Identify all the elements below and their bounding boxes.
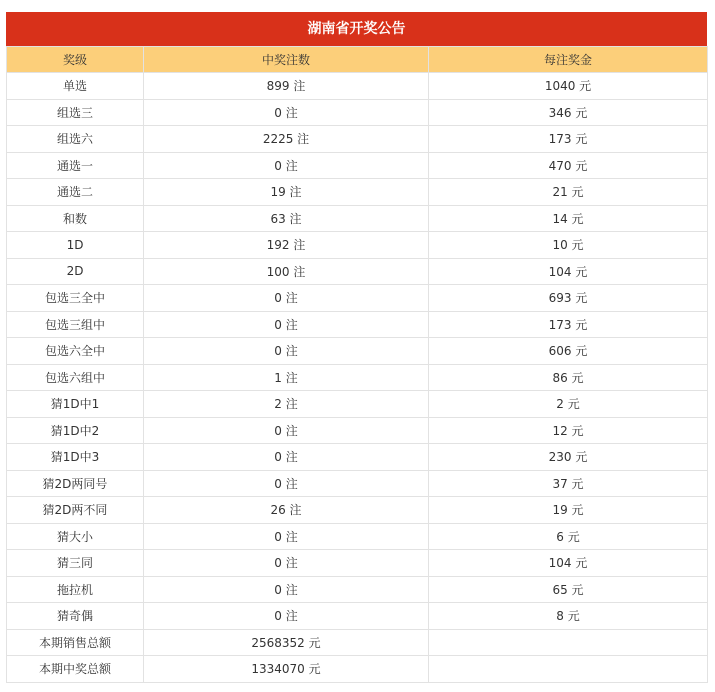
table-row — [7, 99, 708, 126]
level-cell: 猜2D两同号 — [7, 470, 144, 497]
count-cell: 19 注 — [144, 179, 429, 206]
table-row — [7, 152, 708, 179]
level-cell: 包选六组中 — [7, 364, 144, 391]
prize-cell: 470 元 — [429, 152, 708, 179]
prize-cell: 2 元 — [429, 391, 708, 418]
total-label: 本期销售总额 — [7, 629, 144, 656]
level-cell: 包选三全中 — [7, 285, 144, 312]
total-value: 1334070 元 — [144, 656, 429, 683]
prize-table — [6, 46, 708, 683]
prize-cell: 606 元 — [429, 338, 708, 365]
prize-cell: 10 元 — [429, 232, 708, 259]
level-cell: 猜奇偶 — [7, 603, 144, 630]
count-cell: 0 注 — [144, 311, 429, 338]
table-row — [7, 576, 708, 603]
table-row — [7, 497, 708, 524]
count-cell: 0 注 — [144, 152, 429, 179]
count-cell: 2225 注 — [144, 126, 429, 153]
level-cell: 通选二 — [7, 179, 144, 206]
level-cell: 包选三组中 — [7, 311, 144, 338]
level-cell: 猜2D两不同 — [7, 497, 144, 524]
table-row — [7, 391, 708, 418]
level-cell: 猜大小 — [7, 523, 144, 550]
count-cell: 2 注 — [144, 391, 429, 418]
level-cell: 组选六 — [7, 126, 144, 153]
table-row — [7, 550, 708, 577]
lottery-announcement — [6, 12, 707, 683]
table-row — [7, 364, 708, 391]
level-cell: 单选 — [7, 73, 144, 100]
table-row — [7, 417, 708, 444]
table-header-row — [7, 47, 708, 73]
prize-cell: 86 元 — [429, 364, 708, 391]
header-prize: 每注奖金 — [429, 47, 708, 73]
level-cell: 2D — [7, 258, 144, 285]
table-row — [7, 285, 708, 312]
total-row — [7, 656, 708, 683]
level-cell: 和数 — [7, 205, 144, 232]
empty-cell — [429, 629, 708, 656]
table-row — [7, 126, 708, 153]
count-cell: 0 注 — [144, 417, 429, 444]
prize-cell: 8 元 — [429, 603, 708, 630]
table-row — [7, 205, 708, 232]
table-row — [7, 258, 708, 285]
prize-cell: 173 元 — [429, 311, 708, 338]
count-cell: 0 注 — [144, 523, 429, 550]
table-row — [7, 179, 708, 206]
level-cell: 猜1D中3 — [7, 444, 144, 471]
prize-cell: 230 元 — [429, 444, 708, 471]
level-cell: 猜三同 — [7, 550, 144, 577]
prize-cell: 173 元 — [429, 126, 708, 153]
count-cell: 0 注 — [144, 603, 429, 630]
prize-cell: 21 元 — [429, 179, 708, 206]
level-cell: 包选六全中 — [7, 338, 144, 365]
prize-cell: 6 元 — [429, 523, 708, 550]
count-cell: 0 注 — [144, 444, 429, 471]
prize-cell: 1040 元 — [429, 73, 708, 100]
prize-cell: 12 元 — [429, 417, 708, 444]
count-cell: 899 注 — [144, 73, 429, 100]
prize-cell: 19 元 — [429, 497, 708, 524]
count-cell: 0 注 — [144, 338, 429, 365]
prize-cell: 346 元 — [429, 99, 708, 126]
table-row — [7, 232, 708, 259]
count-cell: 0 注 — [144, 550, 429, 577]
table-row — [7, 311, 708, 338]
empty-cell — [429, 656, 708, 683]
count-cell: 192 注 — [144, 232, 429, 259]
level-cell: 1D — [7, 232, 144, 259]
prize-cell: 104 元 — [429, 550, 708, 577]
prize-cell: 693 元 — [429, 285, 708, 312]
level-cell: 组选三 — [7, 99, 144, 126]
header-level: 奖级 — [7, 47, 144, 73]
level-cell: 猜1D中2 — [7, 417, 144, 444]
total-value: 2568352 元 — [144, 629, 429, 656]
count-cell: 1 注 — [144, 364, 429, 391]
header-count: 中奖注数 — [144, 47, 429, 73]
count-cell: 0 注 — [144, 576, 429, 603]
total-label: 本期中奖总额 — [7, 656, 144, 683]
page-title: 湖南省开奖公告 — [6, 12, 707, 46]
level-cell: 拖拉机 — [7, 576, 144, 603]
table-body — [7, 73, 708, 683]
count-cell: 0 注 — [144, 99, 429, 126]
table-row — [7, 73, 708, 100]
prize-cell: 104 元 — [429, 258, 708, 285]
prize-cell: 65 元 — [429, 576, 708, 603]
level-cell: 猜1D中1 — [7, 391, 144, 418]
level-cell: 通选一 — [7, 152, 144, 179]
table-row — [7, 603, 708, 630]
count-cell: 0 注 — [144, 470, 429, 497]
table-row — [7, 444, 708, 471]
count-cell: 0 注 — [144, 285, 429, 312]
count-cell: 26 注 — [144, 497, 429, 524]
prize-cell: 14 元 — [429, 205, 708, 232]
count-cell: 100 注 — [144, 258, 429, 285]
table-row — [7, 338, 708, 365]
table-row — [7, 523, 708, 550]
total-row — [7, 629, 708, 656]
table-row — [7, 470, 708, 497]
count-cell: 63 注 — [144, 205, 429, 232]
prize-cell: 37 元 — [429, 470, 708, 497]
